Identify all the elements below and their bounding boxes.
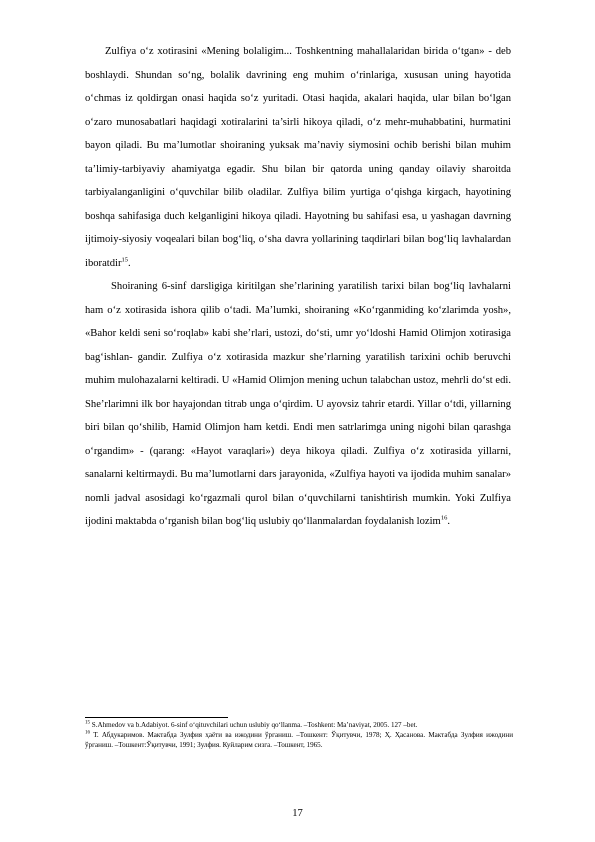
paragraph-2-end: . [447, 516, 450, 527]
footnote-text: Т. Абдукаримов. Мактабда Зулфия ҳаёти ва ижодини ўрганиш. –Тошкент: Ўқитувчи, 1978; Ҳ. Ҳасанова. Мактабда Зулфия ижодини ўрганиш. –Тошкент:Ўқитувчи, 1991; Зулфия. Куйларим сизга. –Тошкент, 1965. [85, 731, 513, 749]
footnote-mark: 16 [85, 730, 90, 736]
page-number: 17 [292, 808, 303, 819]
footnotes [85, 720, 513, 750]
paragraph-2 [85, 275, 511, 534]
footnote-separator [85, 717, 228, 718]
paragraph-2-text: Shoiraning 6-sinf darsligiga kiritilgan she’rlarining yaratilish tarixi bilan bog‘liq lavhalarni ham o‘z xotirasida ishora qilib o‘tadi. Ma’lumki, shoiraning «Ko‘rganmiding ko‘zlarimda yosh», «Bahor keldi seni so‘roqlab» kabi she’rlari, ustozi, do‘sti, umr yo‘ldoshi Hamid Olimjon xotirasiga bag‘ishlan- gandir. Zulfiya o‘z xotirasida mazkur she’rlarning yaratilish tarixini ochib beruvchi muhim mulohazalarni keltiradi. U «Hamid Olimjon mening uchun talabchan ustoz, mehrli do‘st edi. She’rlarimni ilk bor hayajondan titrab unga o‘qirdim. U ayovsiz tahrir etardi. Yillar o‘tdi, yillarning biri bilan qo‘shilib, Hamid Olimjon ham ketdi. Endi men satrlarimga uning nigohi bilan qarashga o‘rgandim» - (qarang: «Hayot varaqlari») deya hikoya qiladi. Zulfiya o‘z xotirasida yillarni, sanalarni keltirmaydi. Bu ma’lumotlarni dars jarayonida, «Zulfiya hayoti va ijodida muhim sanalar» nomli jadval asosidagi ko‘rgazmali qurol bilan o‘quvchilarni tanishtirish mumkin. Yoki Zulfiya ijodini maktabda o‘rganish bilan bog‘liq uslubiy qo‘llanmalardan foydalanish lozim [85, 281, 511, 527]
paragraph-1-end: . [127, 257, 131, 269]
footnote-16 [85, 730, 513, 750]
paragraph-1-text: Zulfiya o‘z xotirasini «Mening bolaligim... Toshkentning mahallalaridan birida o‘tgan» - deb boshlaydi. Shundan so‘ng, bolalik davrining eng muhim o‘rinlariga, xususan uning hayotida o‘chmas iz qoldirgan onasi haqida so‘z yuritadi. Otasi haqida, akalari haqida, ular bilan bo‘lgan o‘zaro munosabatlari haqidagi xotiralarini ta’sirli hikoya qiladi, o‘z mehr-muhabbatini, hurmatini bayon qiladi. Bu ma’lumotlar shoiraning yuksak ma’naviy siymosini ochib berishi bilan muhim ta’limiy-tarbiyaviy ahamiyatga egadir. Shu bilan bir qatorda uning qanday oilaviy sharoitda tarbiyalanganligini o‘quvchilar bilib oladilar. Zulfiya bilim yurtiga o‘qishga kirgach, hayotining boshqa sahifasiga duch kelganligini hikoya qiladi. Hayotning bu sahifasi esa, u yashagan davrning ijtimoiy-siyosiy voqealari bilan bog‘liq, o‘sha davra yollarining taqdirlari bilan bog‘liq lavhalardan iboratdir [85, 46, 511, 269]
main-text [85, 40, 511, 534]
paragraph-1 [85, 40, 511, 275]
footnote-ref-16: 16 [440, 514, 448, 522]
footnote-15 [85, 720, 513, 730]
footnote-ref-15: 15 [121, 255, 128, 263]
footnote-mark: 15 [85, 720, 90, 726]
footnote-text: S.Ahmedov va b.Adabiyot. 6-sinf o‘qituvchilari uchun uslubiy qo‘llanma. –Toshkent: Ma’naviyat, 2005. 127 –bet. [91, 721, 418, 729]
